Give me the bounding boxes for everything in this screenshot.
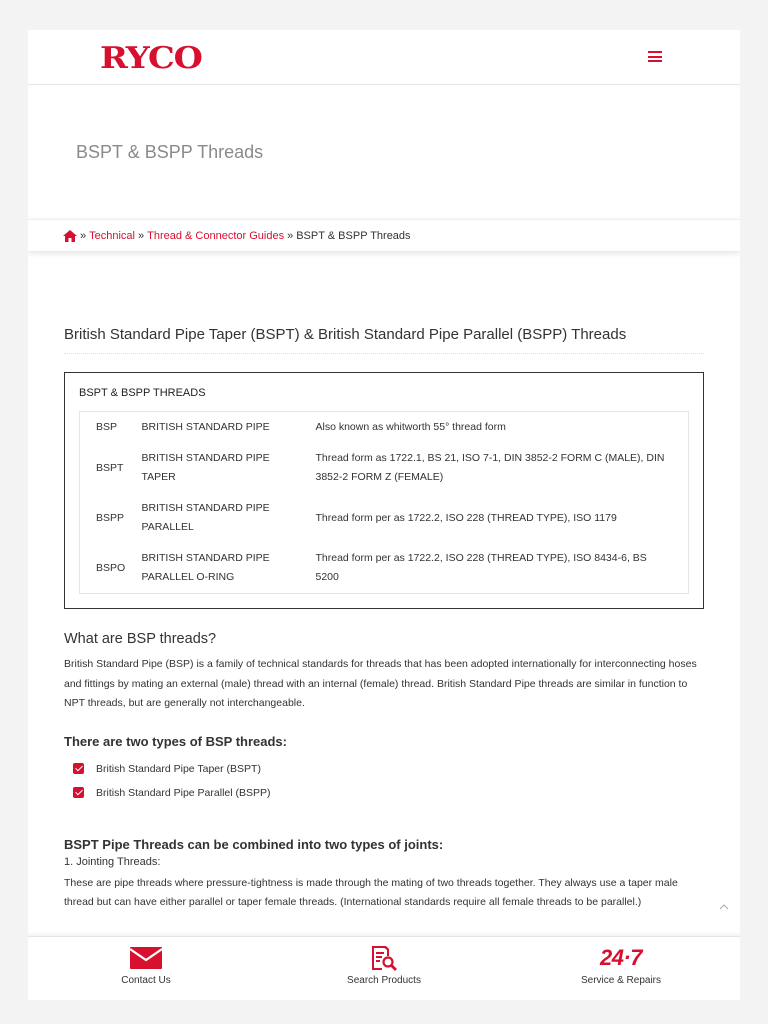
types-heading: There are two types of BSP threads: [64, 733, 287, 749]
thread-description: Thread form as 1722.1, BS 21, ISO 7-1, DIN 3852-2 FORM C (MALE), DIN 3852-2 FORM Z (FEMALE) [315, 452, 665, 483]
bottom-action-bar [28, 936, 740, 1000]
ryco-logo[interactable]: RYCO [100, 41, 202, 76]
what-heading: What are BSP threads? [64, 631, 217, 647]
thread-description: Also known as whitworth 55° thread form [315, 421, 506, 433]
breadcrumb-separator: » [80, 229, 87, 242]
thread-code: BSPO [96, 561, 126, 574]
hamburger-menu-icon[interactable] [648, 51, 666, 65]
search-products-button[interactable] [319, 945, 449, 986]
main-heading: British Standard Pipe Taper (BSPT) & British Standard Pipe Parallel (BSPP) Threads [64, 326, 704, 354]
thread-code: BSPP [96, 511, 125, 524]
breadcrumb-current: BSPT & BSPP Threads [296, 229, 411, 242]
site-header [28, 30, 740, 85]
envelope-icon [130, 947, 162, 969]
breadcrumb-separator: » [137, 229, 145, 242]
thread-name: BRITISH STANDARD PIPE PARALLEL O-RING [141, 552, 270, 583]
service-repairs-button[interactable] [556, 945, 686, 986]
thread-name: BRITISH STANDARD PIPE TAPER [141, 452, 270, 483]
table-row [80, 493, 689, 543]
jointing-paragraph: These are pipe threads where pressure-tightness is made through the mating of two threads together. They always use a taper male thread but can have either parallel or taper female threads. (International standards require all female threads to be parallel.) [64, 876, 678, 908]
table-row [80, 443, 689, 493]
contact-us-button[interactable] [81, 945, 211, 986]
table-row [80, 412, 689, 444]
types-list [64, 757, 704, 805]
breadcrumb-technical[interactable]: Technical [89, 229, 135, 242]
thread-description: Thread form per as 1722.2, ISO 228 (THREAD TYPE), ISO 1179 [315, 511, 617, 524]
list-item [64, 757, 704, 781]
checkbox-icon [73, 787, 84, 798]
breadcrumb-separator: » [287, 229, 294, 242]
list-item-label: British Standard Pipe Taper (BSPT) [96, 762, 261, 775]
contact-us-label: Contact Us [121, 975, 171, 986]
search-products-label: Search Products [347, 975, 421, 986]
breadcrumb-thread-guides[interactable]: Thread & Connector Guides [147, 229, 285, 242]
search-document-icon [370, 945, 398, 971]
thread-description: Thread form per as 1722.2, ISO 228 (THREAD TYPE), ISO 8434-6, BS 5200 [315, 552, 647, 583]
thread-code: BSP [96, 421, 118, 433]
24-7-logo: 24·7 [599, 945, 643, 970]
page-frame [28, 30, 740, 1000]
breadcrumb [28, 219, 740, 251]
scroll-to-top-icon[interactable] [718, 900, 730, 912]
jointing-label: 1. Jointing Threads: [64, 855, 161, 868]
thread-table-box [64, 372, 704, 609]
joints-heading: BSPT Pipe Threads can be combined into two types of joints: [64, 836, 444, 852]
table-row [80, 543, 689, 594]
service-repairs-label: Service & Repairs [580, 975, 662, 986]
checkbox-icon [73, 763, 84, 774]
list-item-label: British Standard Pipe Parallel (BSPP) [96, 786, 271, 799]
list-item [64, 781, 704, 805]
main-content [64, 326, 704, 913]
thread-name: BRITISH STANDARD PIPE PARALLEL [141, 502, 270, 533]
thread-table [79, 411, 689, 594]
home-icon[interactable] [63, 230, 77, 242]
thread-name: BRITISH STANDARD PIPE [141, 421, 270, 433]
thread-code: BSPT [96, 461, 124, 474]
page-title: BSPT & BSPP Threads [76, 142, 264, 162]
what-paragraph: British Standard Pipe (BSP) is a family of technical standards for threads that has been adopted internationally for interconnecting hoses and fittings by mating an external (male) thread with an internal (female) thread. British Standard Pipe threads are similar in function to NPT threads, but are generally not interchangeable. [64, 658, 697, 709]
table-title: BSPT & BSPP THREADS [79, 387, 206, 399]
